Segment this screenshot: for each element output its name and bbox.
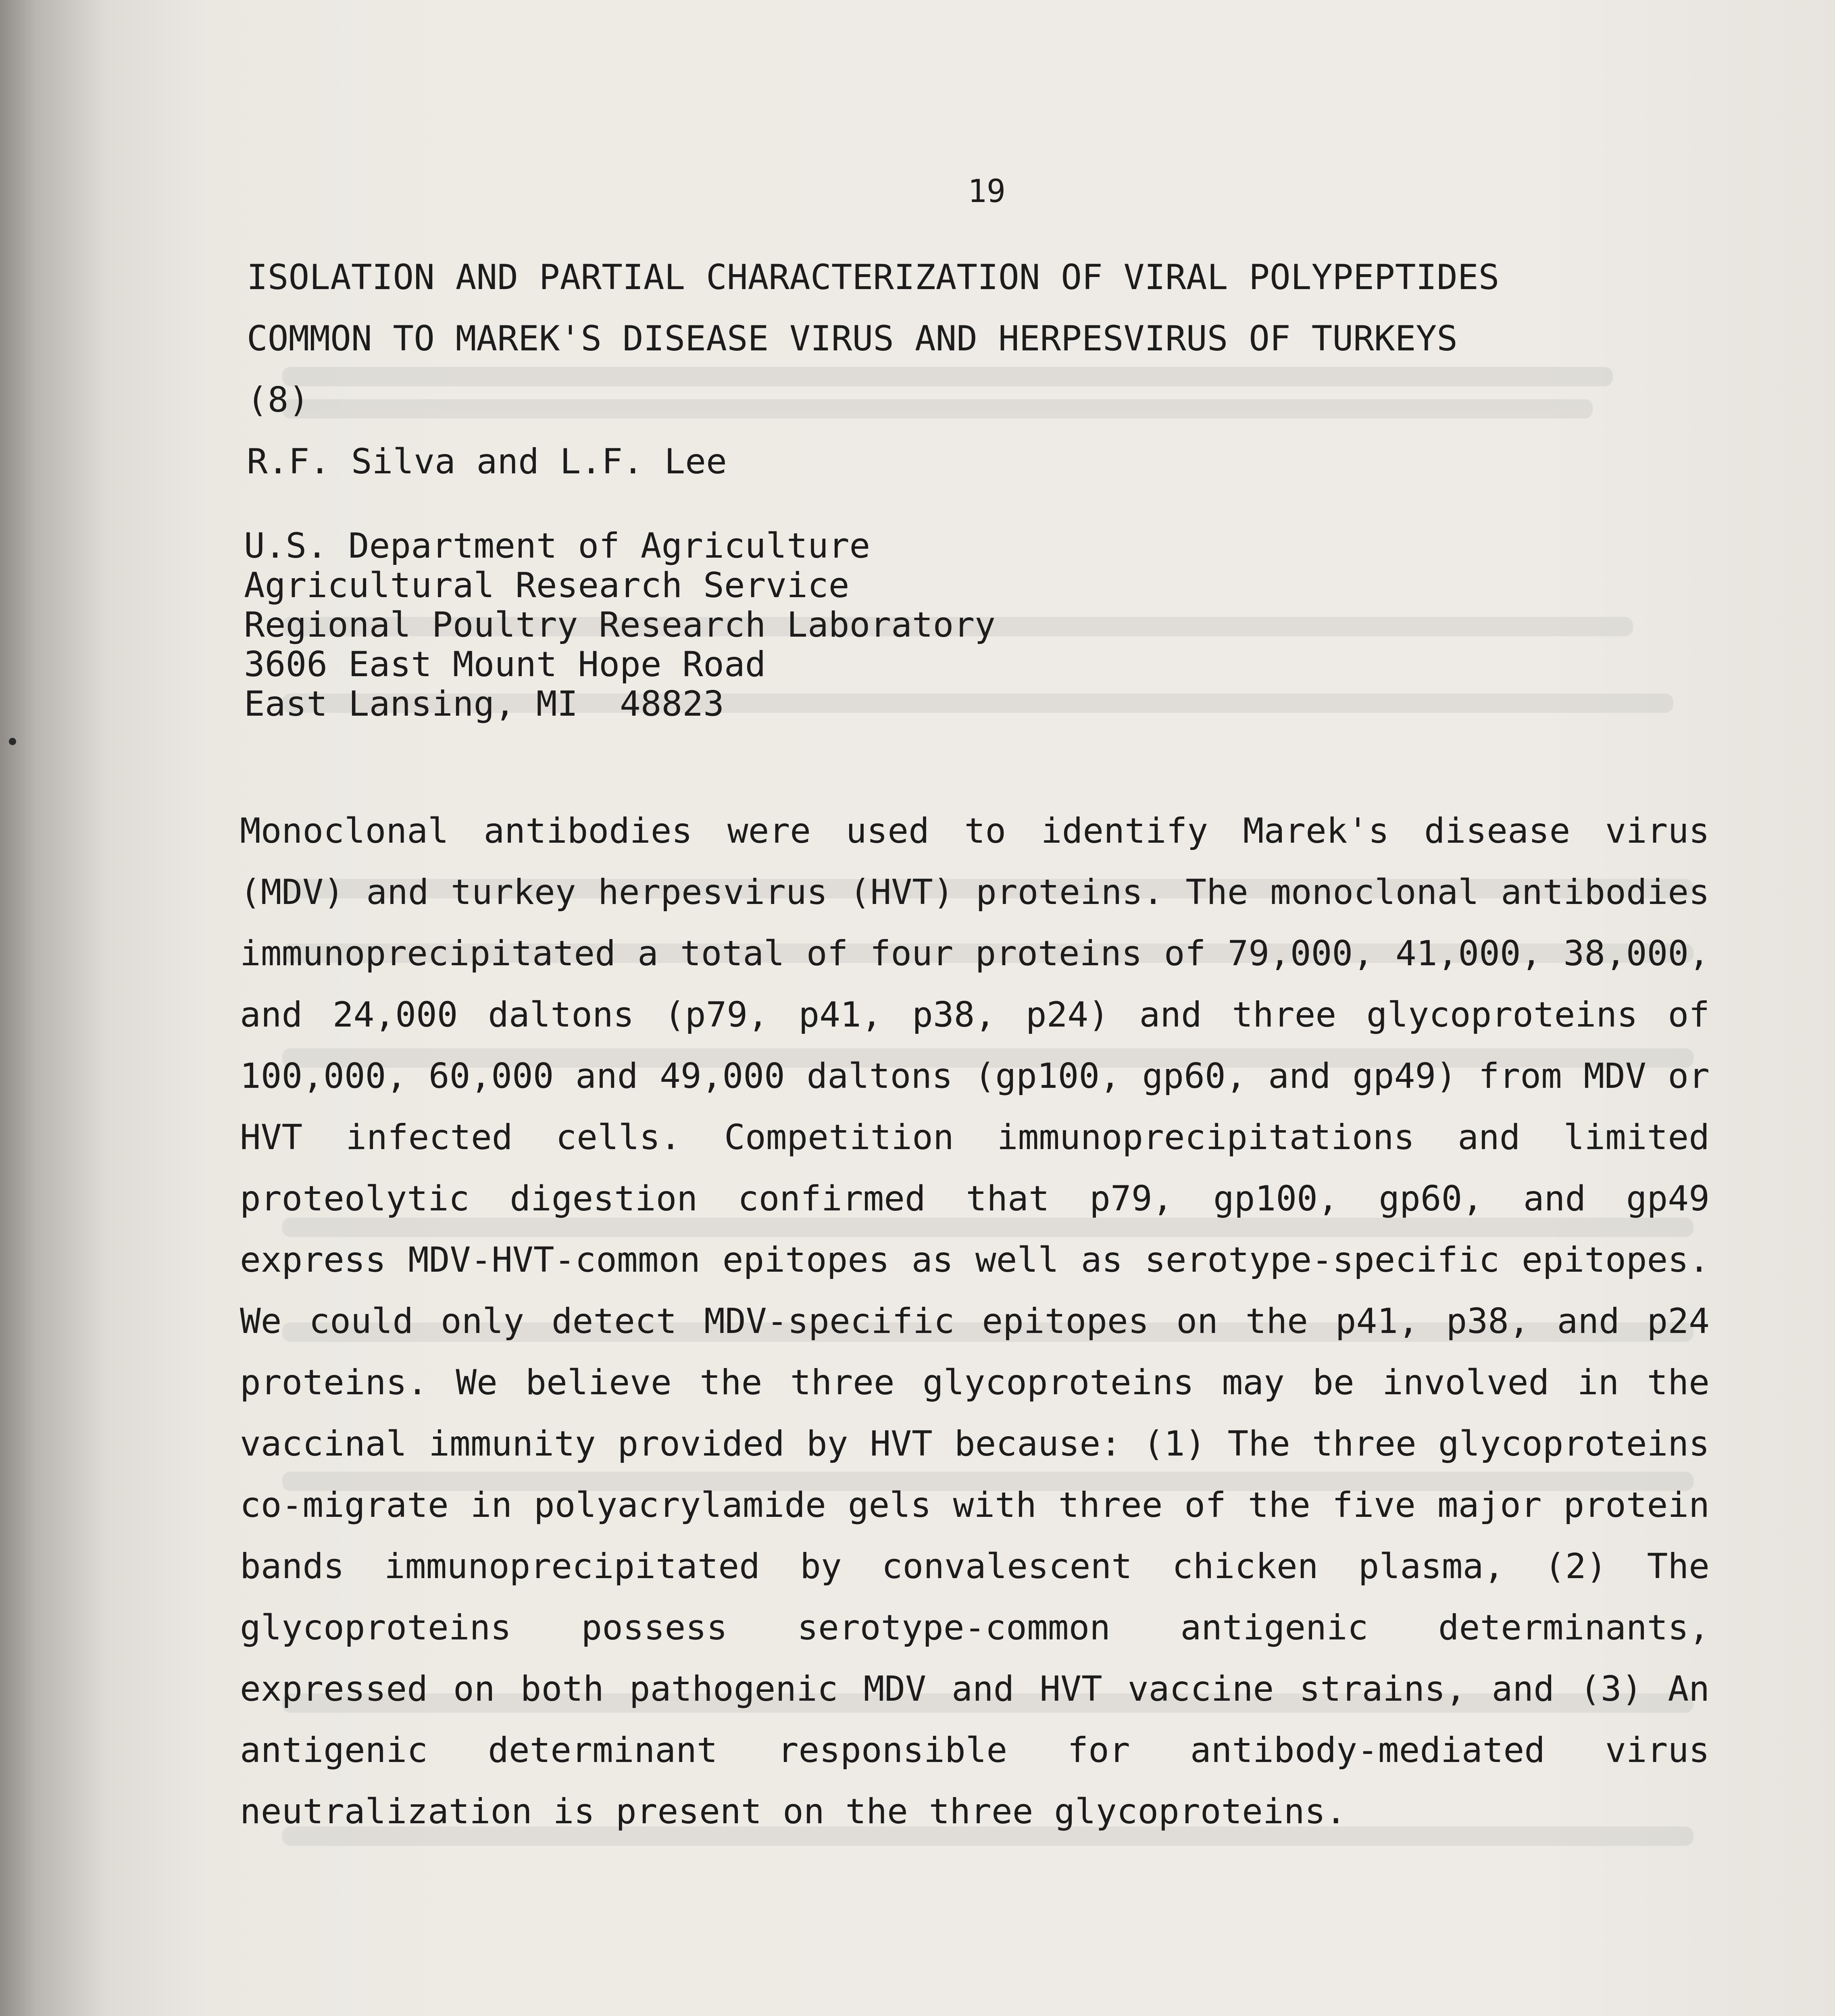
- abstract-paragraph: Monoclonal antibodies were used to identify Marek's disease virus (MDV) and turkey herpesvirus (HVT) proteins. The monoclonal antibodies immunoprecipitated a total of four proteins of 79,000, 41,000, 38,000, and 24,000 daltons (p79, p41, p38, p24) and three glycoproteins of 100,000, 60,000 and 49,000 daltons (gp100, gp60, and gp49) from MDV or HVT infected cells. Competition immunoprecipitations and limited proteolytic digestion confirmed that p79, gp100, gp60, and gp49 express MDV-HVT-common epitopes as well as serotype-specific epitopes. We could only detect MDV-specific epitopes on the p41, p38, and p24 proteins. We believe the three glycoproteins may be involved in the vaccinal immunity provided by HVT because: (1) The three glycoproteins co-migrate in polyacrylamide gels with three of the five major protein bands immunoprecipitated by convalescent chicken plasma, (2) The glycoproteins possess serotype-common antigenic determinants, expressed on both pathogenic MDV and HVT vaccine strains, and (3) An antigenic determinant responsible for antibody-mediated virus neutralization is present on the three glycoproteins.: [240, 811, 1710, 1832]
- title-line: COMMON TO MAREK'S DISEASE VIRUS AND HERPESVIRUS OF TURKEYS: [247, 319, 1458, 359]
- address-line: East Lansing, MI 48823: [244, 684, 724, 724]
- address-line: Agricultural Research Service: [244, 565, 850, 606]
- address-line: Regional Poultry Research Laboratory: [244, 605, 996, 645]
- page-number: 19: [968, 173, 1006, 210]
- authors: R.F. Silva and L.F. Lee: [247, 442, 727, 482]
- address-line: 3606 East Mount Hope Road: [244, 644, 766, 685]
- binding-mark: [9, 738, 16, 745]
- address-line: U.S. Department of Agriculture: [244, 526, 871, 566]
- title-line: ISOLATION AND PARTIAL CHARACTERIZATION OF VIRAL POLYPEPTIDES: [247, 257, 1500, 298]
- title-reference: (8): [247, 380, 310, 420]
- article-title: [247, 247, 1714, 431]
- affiliation-address: [244, 526, 996, 724]
